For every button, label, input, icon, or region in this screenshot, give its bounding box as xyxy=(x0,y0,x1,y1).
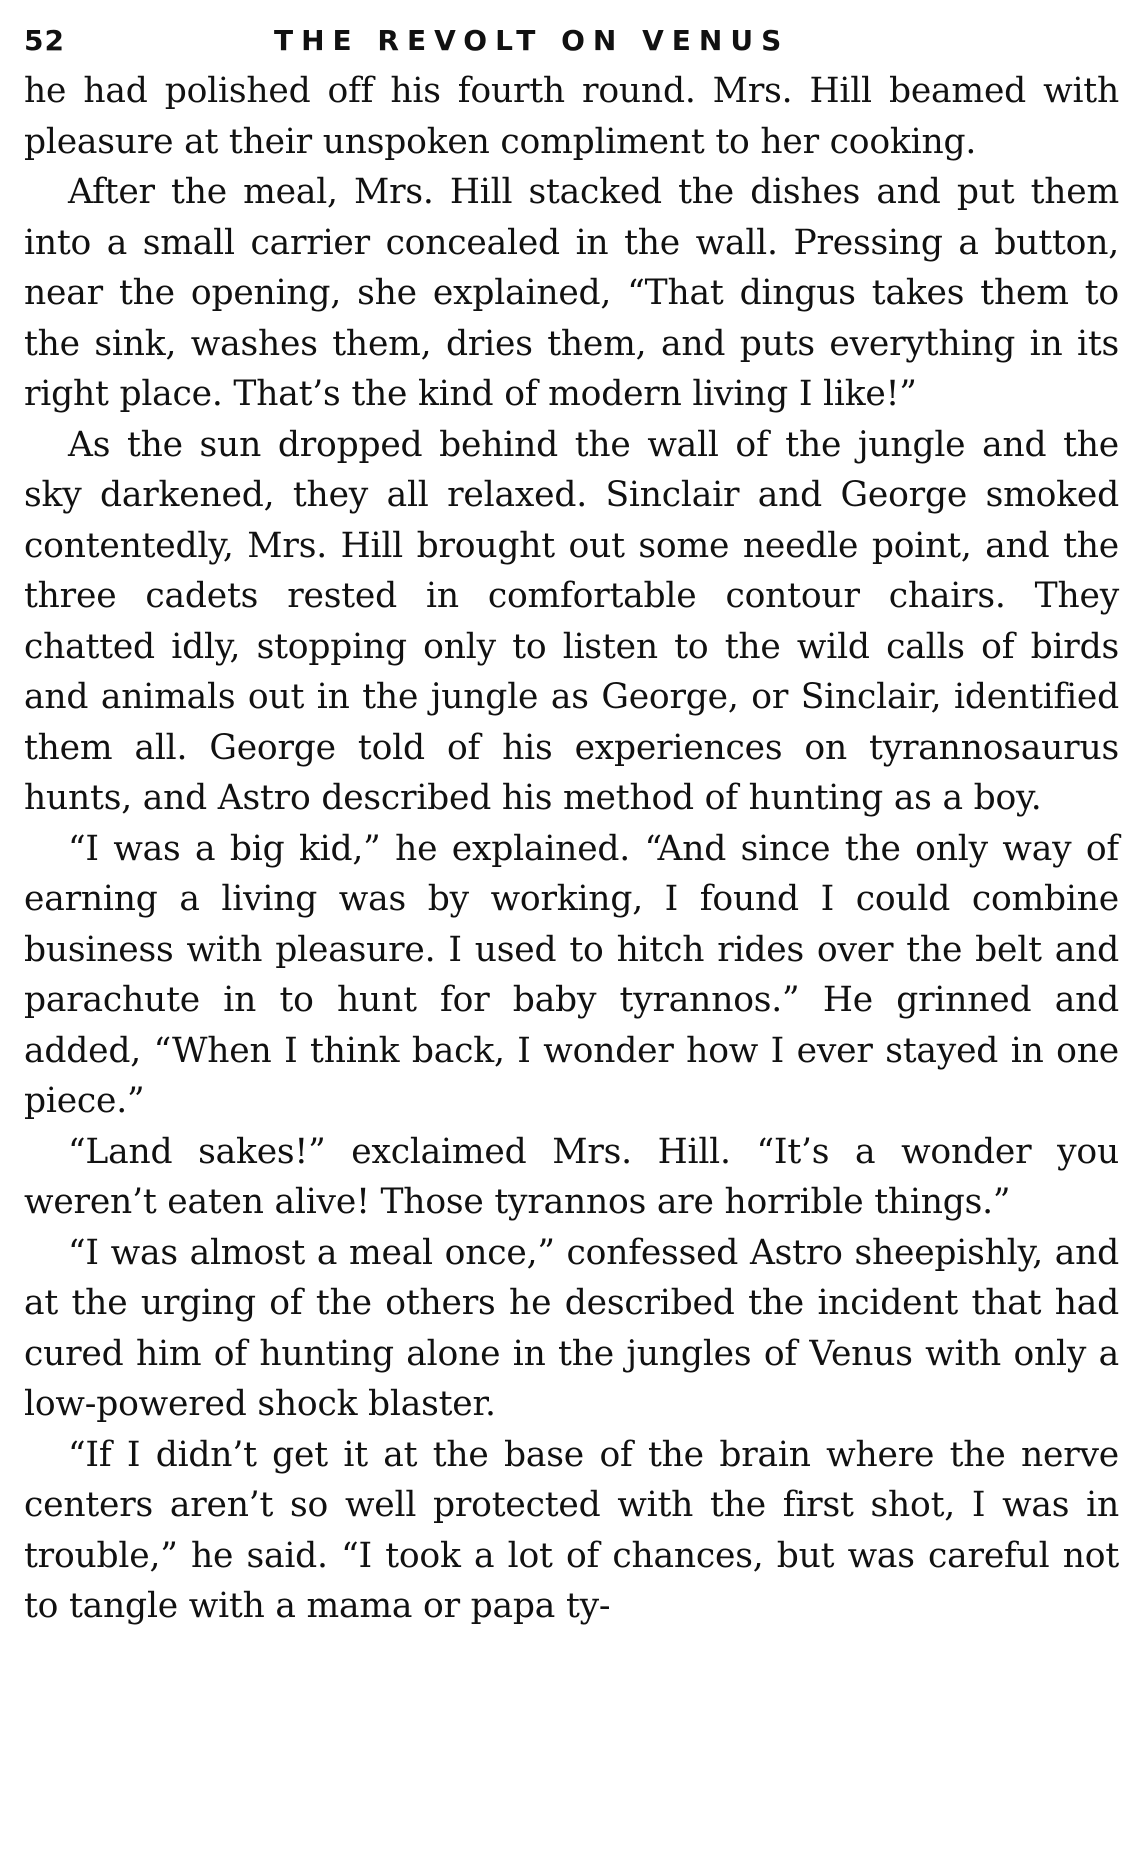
paragraph: “Land sakes!” exclaimed Mrs. Hill. “It’s a wonder you weren’t eaten alive! Those tyrannos are horrible things.” xyxy=(24,1131,1119,1222)
paragraph: “I was almost a meal once,” confessed Astro sheepishly, and at the urging of the others he described the incident that had cured him of hunting alone in the jungles of Venus with only a low-powered shock blaster. xyxy=(24,1232,1119,1424)
paragraph: As the sun dropped behind the wall of the jungle and the sky darkened, they all relaxed. Sinclair and George smoked contentedly, Mrs. Hill brought out some needle point, and the three cadets rested in comfortable contour chairs. They chatted idly, stopping only to listen to the wild calls of birds and animals out in the jungle as George, or Sinclair, identified them all. George told of his experiences on tyrannosaurus hunts, and Astro described his method of hunting as a boy. xyxy=(24,424,1119,818)
book-title: THE REVOLT ON VENUS xyxy=(274,24,790,57)
paragraph: “If I didn’t get it at the base of the brain where the nerve centers aren’t so well protected with the first shot, I was in trouble,” he said. “I took a lot of chances, but was careful not to tangle with a mama or papa ty- xyxy=(24,1434,1119,1626)
paragraph-continued: he had polished off his fourth round. Mrs. Hill beamed with pleasure at their unspoken compliment to her cooking. xyxy=(24,71,1119,162)
paragraph: After the meal, Mrs. Hill stacked the dishes and put them into a small carrier concealed in the wall. Pressing a button, near the opening, she explained, “That dingus takes them to the sink, washes them, dries them, and puts everything in its right place. That’s the kind of modern living I like!” xyxy=(24,172,1119,414)
paragraph: “I was a big kid,” he explained. “And since the only way of earning a living was by working, I found I could combine business with pleasure. I used to hitch rides over the belt and parachute in to hunt for baby tyrannos.” He grinned and added, “When I think back, I wonder how I ever stayed in one piece.” xyxy=(24,828,1119,1121)
page-number: 52 xyxy=(24,24,65,57)
body-text xyxy=(24,66,1119,1632)
running-header xyxy=(24,18,1119,64)
